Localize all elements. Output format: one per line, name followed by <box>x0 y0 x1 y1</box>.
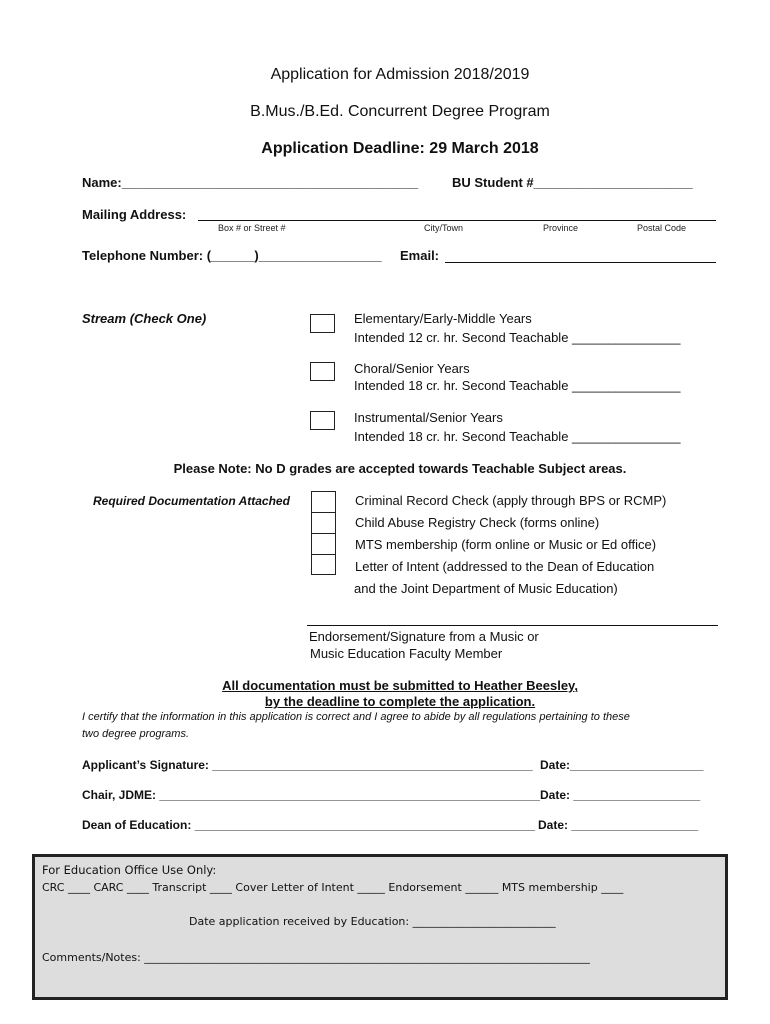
doc-item: Letter of Intent (addressed to the Dean of Education <box>355 559 655 574</box>
doc-checkbox-mts[interactable] <box>311 533 336 555</box>
name-field[interactable]: Name:_________________________________________ <box>82 175 419 190</box>
endorsement-label: Music Education Faculty Member <box>310 646 503 661</box>
stream-option-detail[interactable]: Intended 18 cr. hr. Second Teachable _______________ <box>354 429 681 444</box>
chair-signature-field[interactable]: Chair, JDME: _________________________________________________________ <box>82 788 540 802</box>
doc-checkbox-criminal-record[interactable] <box>311 491 336 513</box>
submission-notice <box>0 694 770 709</box>
email-line[interactable] <box>445 262 716 263</box>
certification-text: two degree programs. <box>82 728 189 740</box>
address-sub-postal: Postal Code <box>637 223 687 233</box>
address-sub-box: Box # or Street # <box>218 223 286 233</box>
title-line-2: B.Mus./B.Ed. Concurrent Degree Program <box>250 103 550 120</box>
telephone-field[interactable]: Telephone Number: (______)_________________ <box>82 248 382 263</box>
dean-date-field[interactable]: Date: ___________________ <box>538 818 699 832</box>
endorsement-signature-line[interactable] <box>307 625 718 626</box>
doc-item: MTS membership (form online or Music or Ed office) <box>355 537 657 552</box>
bu-student-field[interactable]: BU Student #______________________ <box>452 175 693 190</box>
doc-checkbox-child-abuse[interactable] <box>311 512 336 534</box>
chair-date-field[interactable]: Date: ___________________ <box>540 788 701 802</box>
submission-notice <box>0 678 770 693</box>
date-received-field[interactable]: Date application received by Education: __________________________ <box>189 915 556 928</box>
office-use-box <box>32 854 728 1000</box>
stream-option-title: Instrumental/Senior Years <box>354 410 503 425</box>
doc-item: Child Abuse Registry Check (forms online) <box>355 515 600 530</box>
comments-field[interactable]: Comments/Notes: _________________________________________________________________________________ <box>42 951 590 964</box>
address-sub-city: City/Town <box>424 223 464 233</box>
stream-option-title: Elementary/Early-Middle Years <box>354 311 532 326</box>
title-line-1: Application for Admission 2018/2019 <box>270 66 530 83</box>
endorsement-label: Endorsement/Signature from a Music or <box>309 629 539 644</box>
dean-signature-field[interactable]: Dean of Education: ___________________________________________________ <box>82 818 536 832</box>
stream-option-detail[interactable]: Intended 12 cr. hr. Second Teachable _______________ <box>354 330 681 345</box>
office-use-heading: For Education Office Use Only: <box>42 863 217 877</box>
documentation-label: Required Documentation Attached <box>93 494 290 508</box>
doc-item: and the Joint Department of Music Education) <box>354 581 618 596</box>
applicant-signature-field[interactable]: Applicant’s Signature: ________________________________________________ <box>82 758 533 772</box>
submission-notice-line: All documentation must be submitted to Heather Beesley, <box>222 678 578 693</box>
application-deadline: Application Deadline: 29 March 2018 <box>261 140 539 157</box>
address-sub-province: Province <box>543 223 579 233</box>
stream-label: Stream (Check One) <box>82 311 207 326</box>
stream-option-title: Choral/Senior Years <box>354 361 470 376</box>
email-label: Email: <box>400 248 440 263</box>
doc-checkbox-letter-of-intent[interactable] <box>311 554 336 575</box>
applicant-date-field[interactable]: Date:____________________ <box>540 758 704 772</box>
teachable-note: Please Note: No D grades are accepted towards Teachable Subject areas. <box>173 461 627 476</box>
mailing-address-line[interactable] <box>198 220 716 221</box>
certification-text: I certify that the information in this application is correct and I agree to abide by all regulations pertaining to these <box>82 711 630 723</box>
stream-option-detail[interactable]: Intended 18 cr. hr. Second Teachable _______________ <box>354 378 681 393</box>
stream-checkbox-elementary[interactable] <box>310 314 335 333</box>
doc-item: Criminal Record Check (apply through BPS or RCMP) <box>355 493 667 508</box>
submission-notice-line: by the deadline to complete the application. <box>264 694 536 709</box>
stream-checkbox-instrumental[interactable] <box>310 411 335 430</box>
stream-checkbox-choral[interactable] <box>310 362 335 381</box>
mailing-address-label: Mailing Address: <box>82 207 187 222</box>
office-checklist[interactable]: CRC ____ CARC ____ Transcript ____ Cover Letter of Intent _____ Endorsement ______ MTS membership ____ <box>42 881 624 894</box>
